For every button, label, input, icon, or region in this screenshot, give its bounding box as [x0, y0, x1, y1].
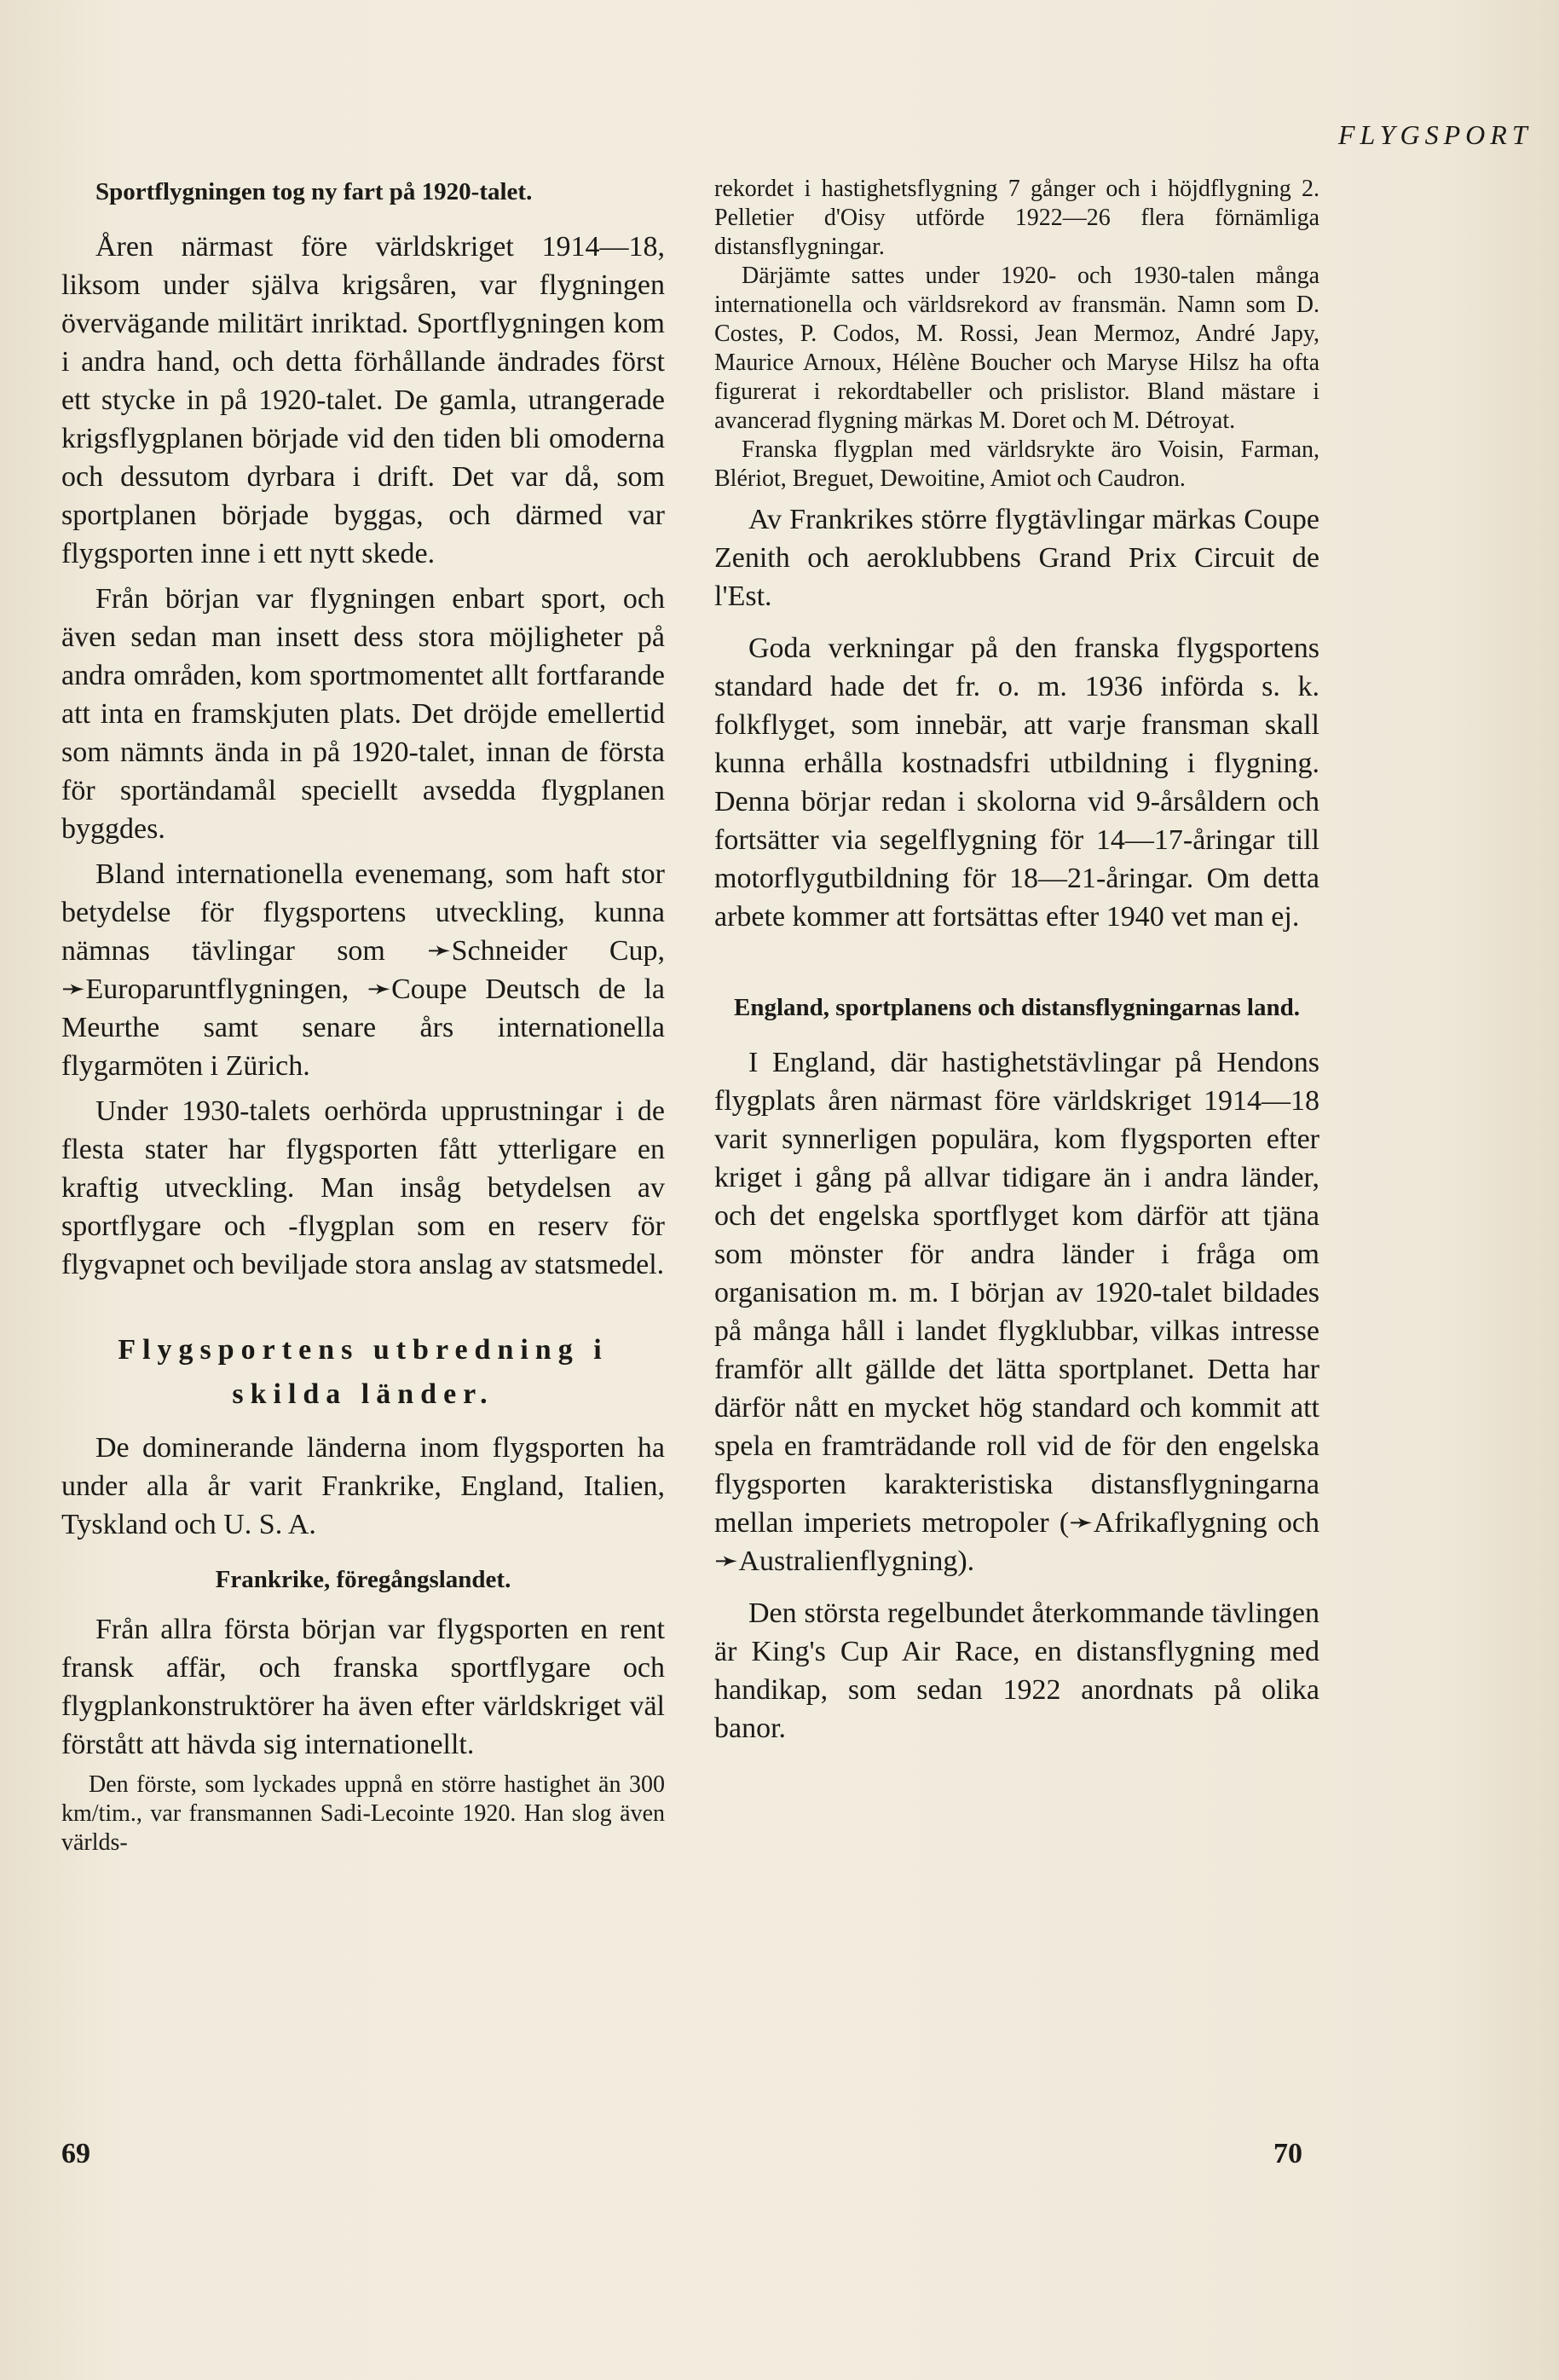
- running-header: FLYGSPORT: [1338, 119, 1533, 150]
- section-heading: Flygsportens utbredning i skilda länder.: [118, 1334, 609, 1410]
- paragraph: Den största regelbundet återkommande tävlingen är King's Cup Air Race, en distansflygning med handikap, som sedan 1922 anordnats på olika banor.: [714, 1597, 1319, 1744]
- paragraph: Under 1930-talets oerhörda upprustningar i de flesta stater har flygsporten fått ytterligare en kraftig utveckling. Man insåg betydelsen av sportflygare och -flygplan som en reserv för flygvapnet och beviljade stora anslag av statsmedel.: [61, 1095, 665, 1280]
- paragraph: Från början var flygningen enbart sport, och även sedan man insett dess stora möjligheter på andra områden, kom sportmomentet allt fortfarande att inta en framskjuten plats. Det dröjde emellertid som nämnts ända in på 1920-talet, innan de första för sportändamål speciellt avsedda flygplanen byggdes.: [61, 583, 665, 845]
- paragraph: Goda verkningar på den franska flygsportens standard hade det fr. o. m. 1936 införda s. k. folkflyget, som innebär, att varje fransman skall kunna erhålla kostnadsfri utbildning i flygning. Denna börjar redan i skolorna vid 9-årsåldern och fortsätter via segelflygning för 14—17-åringar till motorflygutbildning för 18—21-åringar. Om detta arbete kommer att fortsättas efter 1940 vet man ej.: [714, 633, 1319, 933]
- paragraph-small: Den förste, som lyckades uppnå en större hastighet än 300 km/tim., var fransmannen Sadi-Lecointe 1920. Han slog även världs-: [61, 1771, 665, 1856]
- paragraph: Åren närmast före världskriget 1914—18, liksom under själva krigsåren, var flygningen övervägande militärt inriktad. Sportflygningen kom i andra hand, och detta förhållande ändrades först ett stycke in på 1920-talet. De gamla, utrangerade krigsflygplanen började vid den tiden bli omoderna och dessutom dyrbara i drift. Det var då, som sportplanen började byggas, och därmed var flygsporten inne i ett nytt skede.: [61, 231, 665, 569]
- paragraph: Bland internationella evenemang, som haft stor betydelse för flygsportens utveckling, kunna nämnas tävlingar som ➛Schneider Cup, ➛Europaruntflygningen, ➛Coupe Deutsch de la Meurthe samt senare års internationella flygarmöten i Zürich.: [61, 858, 665, 1082]
- paragraph: De dominerande länderna inom flygsporten ha under alla år varit Frankrike, England, Italien, Tyskland och U. S. A.: [61, 1432, 665, 1540]
- subheading-frankrike: Frankrike, föregångslandet.: [215, 1566, 511, 1593]
- paragraph: Från allra första början var flygsporten en rent fransk affär, och franska sportflygare och flygplankonstruktörer ha även efter världskriget väl förstått att hävda sig internationellt.: [61, 1614, 665, 1760]
- paragraph-small: Franska flygplan med världsrykte äro Voisin, Farman, Blériot, Breguet, Dewoitine, Amiot och Caudron.: [714, 436, 1319, 492]
- page-number-right: 70: [1273, 2138, 1302, 2169]
- paragraph-small: rekordet i hastighetsflygning 7 gånger och i höjdflygning 2. Pelletier d'Oisy utförde 1922—26 flera förnämliga distansflygningar.: [714, 176, 1319, 260]
- page-number-left: 69: [61, 2138, 90, 2169]
- subheading-sportflygningen: Sportflygningen tog ny fart på 1920-talet.: [95, 178, 533, 205]
- paragraph: Av Frankrikes större flygtävlingar märkas Coupe Zenith och aeroklubbens Grand Prix Circuit de l'Est.: [714, 504, 1319, 612]
- right-column: [714, 175, 1319, 1747]
- left-column: [61, 175, 665, 1857]
- paragraph-small: Därjämte sattes under 1920- och 1930-talen många internationella och världsrekord av fransmän. Namn som D. Costes, P. Codos, M. Rossi, Jean Mermoz, André Japy, Maurice Arnoux, Hélène Boucher och Maryse Hilsz ha ofta figurerat i rekordtabeller och prislistor. Bland mästare i avancerad flygning märkas M. Doret och M. Détroyat.: [714, 263, 1319, 434]
- subheading-england: England, sportplanens och distansflygningarnas land.: [734, 994, 1300, 1021]
- paragraph: I England, där hastighetstävlingar på Hendons flygplats åren närmast före världskriget 1914—18 varit synnerligen populära, kom flygsporten efter kriget i gång på allvar tidigare än i andra länder, och det engelska sportflyget kom därför att tjäna som mönster för andra länder i fråga om organisation m. m. I början av 1920-talet bildades på många håll i landet flygklubbar, vilkas intresse framför allt gällde det lätta sportplanet. Detta har därför nått en mycket hög standard och kommit att spela en framträdande roll vid de för den engelska flygsporten karakteristiska distansflygningarna mellan imperiets metropoler (➛Afrikaflygning och ➛Australienflygning).: [714, 1047, 1319, 1577]
